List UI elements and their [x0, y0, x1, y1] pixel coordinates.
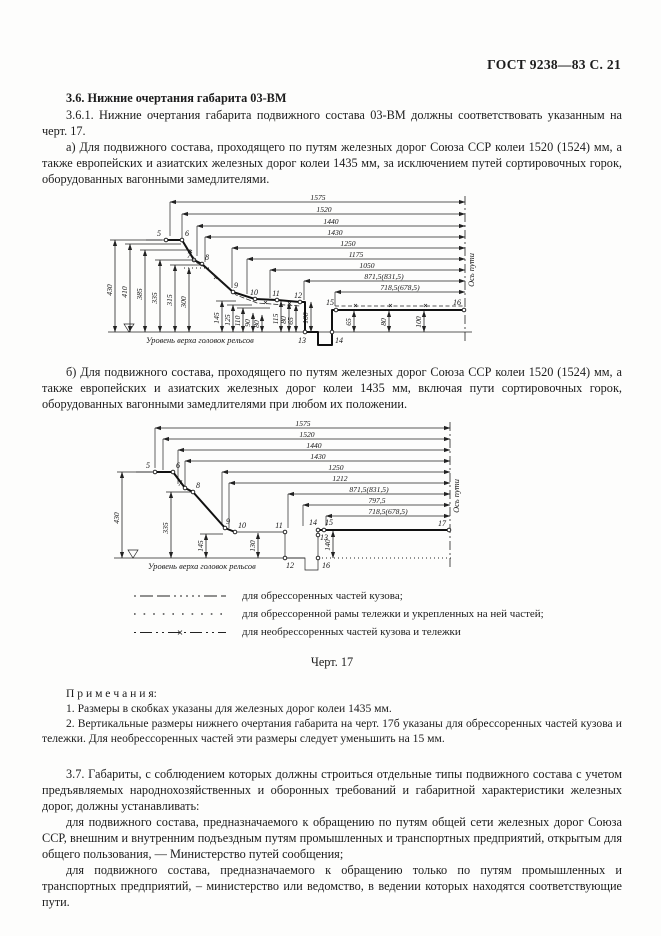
dim-100-right: 100	[414, 316, 423, 328]
dim-335: 335	[150, 292, 159, 304]
notes-heading: П р и м е ч а н и я:	[66, 687, 157, 700]
point-16: 16	[453, 298, 461, 307]
track-axis-label: Ось пути	[467, 253, 476, 287]
note-2: 2. Вертикальные размеры нижнего очертания габарита на черт. 17б указаны для обрессоренных частей кузова и тележки. Для необрессоренных частей эти размеры следует уменьшить на 15 мм.	[42, 717, 622, 745]
dim-1575: 1575	[295, 419, 311, 428]
dim-430: 430	[112, 512, 121, 524]
dim-718-5: 718,5(678,5)	[380, 283, 420, 292]
section-3-6-heading: 3.6. Нижние очертания габарита 03-ВМ	[66, 91, 287, 105]
dim-80-mid: 80	[279, 316, 288, 324]
dim-871-5: 871,5(831,5)	[364, 272, 404, 281]
point-8: 8	[196, 481, 200, 490]
point-12: 12	[294, 291, 302, 300]
dim-145: 145	[196, 540, 205, 552]
paragraph-a: а) Для подвижного состава, проходящего по путям железных дорог Союза ССР колеи 1520 (1524) мм, а также европейских и азиатских железных дорог колеи 1435 мм, за исключением путей сортировочных горок, оборудованных вагонными замедлителями.	[42, 140, 622, 186]
dim-115: 115	[271, 313, 280, 325]
horizontal-dimensions	[170, 202, 465, 306]
point-16: 16	[322, 561, 330, 570]
dim-1520: 1520	[316, 205, 332, 214]
dim-300: 300	[179, 296, 188, 308]
legend-row-sprung-frame	[132, 606, 622, 622]
rail-level-label: Уровень верха головок рельсов	[148, 562, 256, 571]
dim-125: 125	[223, 314, 232, 326]
legend-label: для обрессоренных частей кузова;	[242, 590, 403, 602]
point-9: 9	[226, 517, 230, 526]
figure-17b	[108, 418, 622, 578]
page-header: ГОСТ 9238—83 С. 21	[487, 57, 621, 72]
section-3-7	[42, 766, 622, 910]
dim-65-mid: 65	[286, 317, 295, 325]
legend-label: для обрессоренной рамы тележки и укрепленных на ней частей;	[242, 608, 544, 620]
point-13: 13	[298, 336, 306, 345]
dim-1430: 1430	[327, 228, 343, 237]
point-11: 11	[272, 289, 280, 298]
dash-pattern-sprung-body-icon	[132, 592, 228, 600]
figure-17a	[102, 192, 622, 356]
point-7: 7	[178, 479, 182, 488]
dim-145: 145	[212, 312, 221, 324]
point-5: 5	[146, 461, 150, 470]
point-15: 15	[325, 518, 333, 527]
point-10: 10	[238, 521, 246, 530]
paragraph-b: б) Для подвижного состава, проходящего по путям железных дорог Союза ССР колеи 1520 (1524) мм, а также европейских и азиатских железных дорог колеи 1435 мм, включая пути сортировочных горок, оборудованных вагонными замедлителями при любом их положении.	[42, 365, 622, 411]
point-5: 5	[157, 229, 161, 238]
datum-triangle-icon	[124, 324, 134, 332]
dim-80-right: 80	[379, 318, 388, 326]
dim-797-5: 797,5	[368, 496, 386, 505]
legend-label: для необрессоренных частей кузова и тележки	[242, 626, 461, 638]
dim-1250: 1250	[340, 239, 356, 248]
dot-pattern-sprung-frame-icon	[132, 610, 228, 618]
figure-17b-drawing	[108, 418, 488, 578]
notes-block	[42, 686, 622, 746]
dim-1440: 1440	[306, 441, 322, 450]
paragraph-3-7-ministry: для подвижного состава, предназначаемого к обращению только по путям промышленных и транспортных предприятий, – министерство или ведомство, в ведении которых находятся соответствующие пути.	[42, 863, 622, 909]
point-6: 6	[185, 229, 189, 238]
note-1: 1. Размеры в скобках указаны для железных дорог колеи 1435 мм.	[66, 702, 392, 715]
document-body	[42, 90, 622, 910]
point-14: 14	[309, 518, 317, 527]
point-11: 11	[275, 521, 283, 530]
point-8: 8	[205, 253, 209, 262]
dim-110: 110	[233, 315, 242, 327]
dash-x-pattern-unsprung-icon	[132, 628, 228, 637]
datum-triangle-icon	[128, 550, 138, 558]
vertical-dimensions	[117, 472, 333, 558]
dim-1250: 1250	[328, 463, 344, 472]
left-vertical-dimensions	[110, 240, 210, 332]
legend-row-unsprung	[132, 624, 622, 640]
dim-1050: 1050	[359, 261, 375, 270]
dim-315: 315	[165, 294, 174, 306]
dim-130: 130	[248, 540, 257, 552]
dim-1440: 1440	[323, 217, 339, 226]
dim-100-step: 100	[301, 312, 310, 324]
paragraph-3-7-mps: для подвижного состава, предназначаемого к обращению по путям общей сети железных дорог Союза ССР, внешним и внутренним подъездным путям промышленных и транспортных предприятий, открытым для общего пользования, — Министерство путей сообщения;	[42, 815, 622, 861]
rail-level-label: Уровень верха головок рельсов	[146, 336, 254, 345]
gauge-profile	[146, 240, 465, 345]
dim-1520: 1520	[299, 430, 315, 439]
point-13: 13	[320, 533, 328, 542]
dim-385: 385	[135, 288, 144, 300]
point-6: 6	[176, 461, 180, 470]
line-type-legend	[132, 588, 622, 640]
dim-1175: 1175	[348, 250, 364, 259]
dim-871-5: 871,5(831,5)	[349, 485, 389, 494]
paragraph-3-7: 3.7. Габариты, с соблюдением которых должны строиться отдельные типы подвижного состава с учетом предъявляемых народнохозяйственных и оборонных требований и габаритной характеристики железных дорог, должны устанавливать:	[42, 767, 622, 813]
figure-17a-drawing	[102, 192, 502, 356]
dim-410: 410	[120, 286, 129, 298]
dim-140: 140	[323, 539, 332, 551]
point-15: 15	[326, 298, 334, 307]
dim-718-5: 718,5(678,5)	[368, 507, 408, 516]
dim-1430: 1430	[310, 452, 326, 461]
dim-65-right: 65	[344, 318, 353, 326]
point-10: 10	[250, 288, 258, 297]
point-17: 17	[438, 519, 446, 528]
dim-430: 430	[105, 284, 114, 296]
track-axis-label: Ось пути	[452, 479, 461, 513]
paragraph-3-6-1: 3.6.1. Нижние очертания габарита подвижного состава 03-ВМ должны соответствовать указанным на черт. 17.	[42, 108, 622, 138]
dim-335: 335	[161, 522, 170, 534]
dim-80: 80	[252, 320, 261, 328]
point-7: 7	[187, 251, 191, 260]
dim-90: 90	[243, 319, 252, 327]
dim-1575: 1575	[310, 193, 326, 202]
figure-caption: Черт. 17	[310, 655, 354, 669]
point-12: 12	[286, 561, 294, 570]
point-9: 9	[234, 281, 238, 290]
point-14: 14	[335, 336, 343, 345]
legend-row-sprung-body	[132, 588, 622, 604]
dim-1212: 1212	[332, 474, 348, 483]
gauge-profile	[136, 472, 450, 570]
